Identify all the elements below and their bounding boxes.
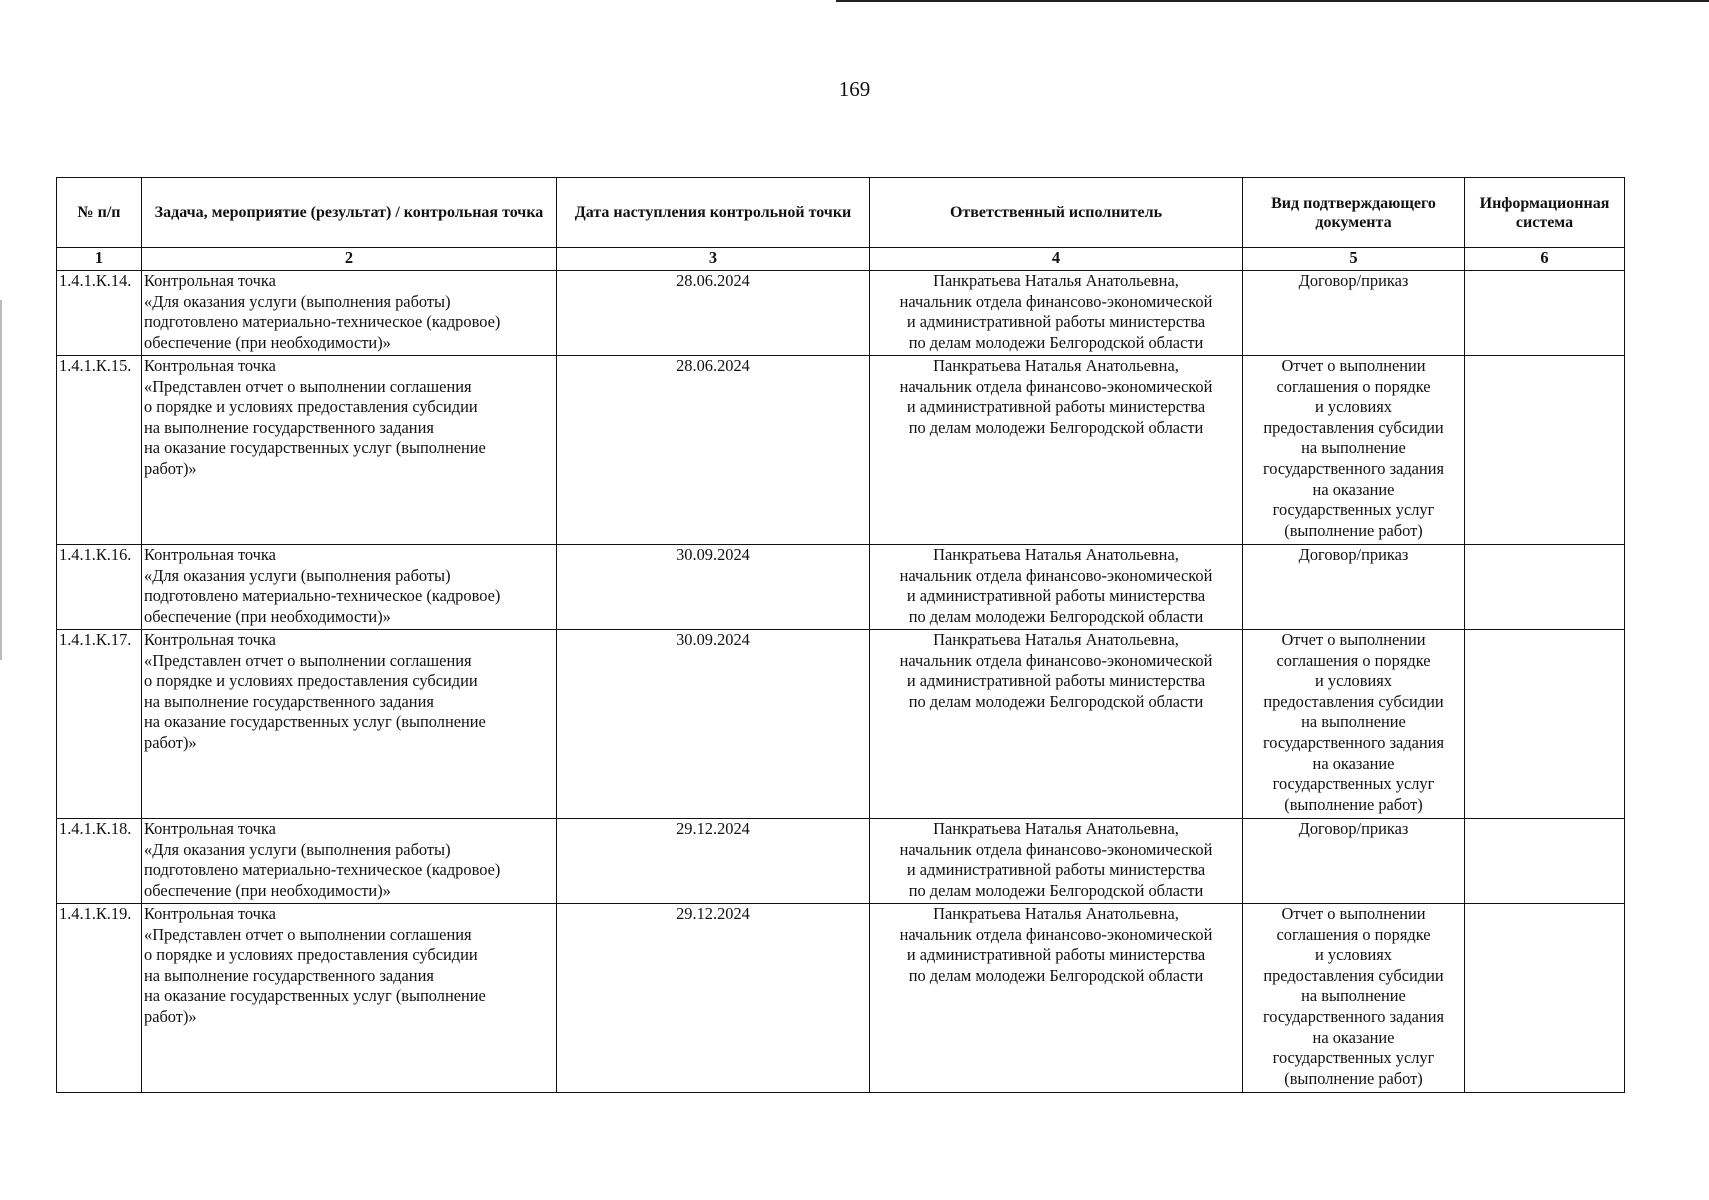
task-line: Контрольная точка: [144, 819, 276, 838]
responsible-cell: [870, 904, 1243, 1093]
column-number: 3: [557, 248, 870, 271]
table-row: [57, 545, 1625, 630]
task-line: обеспечение (при необходимости)»: [144, 880, 391, 900]
document-line: Договор/приказ: [1298, 819, 1409, 838]
row-number: 1.4.1.К.15.: [57, 356, 142, 545]
document-line: на выполнение: [1301, 438, 1406, 458]
system-cell: [1465, 630, 1625, 819]
task-line: подготовлено материально-техническое (кадровое): [144, 586, 501, 606]
task-line: о порядке и условиях предоставления субсидии: [144, 397, 478, 417]
task-line: Контрольная точка: [144, 271, 276, 290]
document-line: и условиях: [1315, 945, 1392, 965]
document-line: предоставления субсидии: [1263, 691, 1444, 711]
responsible-cell: [870, 356, 1243, 545]
task-line: на выполнение государственного задания: [144, 417, 434, 437]
document-cell: [1243, 819, 1465, 904]
column-number: 5: [1243, 248, 1465, 271]
responsible-line: и административной работы министерства: [906, 860, 1206, 880]
document-line: государственного задания: [1262, 732, 1445, 752]
document-line: Договор/приказ: [1298, 271, 1409, 290]
document-line: (выполнение работ): [1284, 1068, 1423, 1088]
task-cell: [142, 630, 557, 819]
task-line: на оказание государственных услуг (выполнение: [144, 986, 486, 1006]
table-row: [57, 356, 1625, 545]
task-line: Контрольная точка: [144, 356, 276, 375]
document-line: на выполнение: [1301, 712, 1406, 732]
task-line: «Представлен отчет о выполнении соглашения: [144, 376, 472, 396]
responsible-cell: [870, 271, 1243, 356]
document-line: государственного задания: [1262, 1006, 1445, 1026]
responsible-line: Панкратьева Наталья Анатольевна,: [933, 904, 1179, 923]
date-cell: 30.09.2024: [557, 545, 870, 630]
row-number: 1.4.1.К.16.: [57, 545, 142, 630]
responsible-line: Панкратьева Наталья Анатольевна,: [933, 356, 1179, 375]
document-line: Отчет о выполнении: [1281, 904, 1426, 923]
column-number: 2: [142, 248, 557, 271]
column-number: 1: [57, 248, 142, 271]
document-line: Договор/приказ: [1298, 545, 1409, 564]
task-line: «Для оказания услуги (выполнения работы): [144, 291, 451, 311]
task-line: «Для оказания услуги (выполнения работы): [144, 839, 451, 859]
task-cell: [142, 356, 557, 545]
document-line: на оказание: [1312, 1027, 1395, 1047]
task-line: обеспечение (при необходимости)»: [144, 332, 391, 352]
header-system: Информационная система: [1465, 178, 1625, 248]
responsible-line: начальник отдела финансово-экономической: [899, 924, 1213, 944]
document-line: (выполнение работ): [1284, 794, 1423, 814]
column-number: 6: [1465, 248, 1625, 271]
task-line: работ)»: [144, 732, 197, 752]
header-responsible: Ответственный исполнитель: [870, 178, 1243, 248]
row-number: 1.4.1.К.18.: [57, 819, 142, 904]
document-line: предоставления субсидии: [1263, 965, 1444, 985]
responsible-line: начальник отдела финансово-экономической: [899, 650, 1213, 670]
responsible-cell: [870, 545, 1243, 630]
table-row: [57, 630, 1625, 819]
system-cell: [1465, 271, 1625, 356]
document-line: соглашения о порядке: [1276, 924, 1431, 944]
responsible-cell: [870, 630, 1243, 819]
document-cell: [1243, 271, 1465, 356]
task-line: о порядке и условиях предоставления субсидии: [144, 945, 478, 965]
responsible-line: по делам молодежи Белгородской области: [908, 880, 1204, 900]
header-number: № п/п: [57, 178, 142, 248]
control-points-table: [56, 177, 1625, 1093]
top-border-line: [836, 0, 1709, 2]
task-cell: [142, 904, 557, 1093]
document-line: соглашения о порядке: [1276, 650, 1431, 670]
document-line: Отчет о выполнении: [1281, 630, 1426, 649]
responsible-line: и административной работы министерства: [906, 586, 1206, 606]
system-cell: [1465, 545, 1625, 630]
document-line: Отчет о выполнении: [1281, 356, 1426, 375]
task-line: работ)»: [144, 458, 197, 478]
task-line: о порядке и условиях предоставления субсидии: [144, 671, 478, 691]
table-row: [57, 904, 1625, 1093]
document-line: соглашения о порядке: [1276, 376, 1431, 396]
date-cell: 29.12.2024: [557, 819, 870, 904]
document-line: (выполнение работ): [1284, 520, 1423, 540]
task-line: Контрольная точка: [144, 545, 276, 564]
responsible-line: начальник отдела финансово-экономической: [899, 376, 1213, 396]
header-task: Задача, мероприятие (результат) / контрольная точка: [142, 178, 557, 248]
document-line: государственных услуг: [1272, 774, 1435, 794]
task-line: «Представлен отчет о выполнении соглашения: [144, 924, 472, 944]
document-cell: [1243, 356, 1465, 545]
responsible-line: по делам молодежи Белгородской области: [908, 606, 1204, 626]
task-cell: [142, 545, 557, 630]
task-line: на выполнение государственного задания: [144, 965, 434, 985]
document-line: государственного задания: [1262, 458, 1445, 478]
date-cell: 28.06.2024: [557, 356, 870, 545]
table-row: [57, 819, 1625, 904]
responsible-cell: [870, 819, 1243, 904]
task-line: на оказание государственных услуг (выполнение: [144, 438, 486, 458]
column-number: 4: [870, 248, 1243, 271]
task-cell: [142, 819, 557, 904]
system-cell: [1465, 356, 1625, 545]
row-number: 1.4.1.К.17.: [57, 630, 142, 819]
document-cell: [1243, 904, 1465, 1093]
task-line: Контрольная точка: [144, 630, 276, 649]
responsible-line: и административной работы министерства: [906, 945, 1206, 965]
task-line: подготовлено материально-техническое (кадровое): [144, 860, 501, 880]
document-line: государственных услуг: [1272, 500, 1435, 520]
date-cell: 29.12.2024: [557, 904, 870, 1093]
responsible-line: начальник отдела финансово-экономической: [899, 839, 1213, 859]
row-number: 1.4.1.К.14.: [57, 271, 142, 356]
table-header-row: [57, 178, 1625, 248]
document-line: предоставления субсидии: [1263, 417, 1444, 437]
task-line: работ)»: [144, 1006, 197, 1026]
scan-edge-mark: [0, 300, 2, 660]
task-line: Контрольная точка: [144, 904, 276, 923]
responsible-line: по делам молодежи Белгородской области: [908, 417, 1204, 437]
responsible-line: по делам молодежи Белгородской области: [908, 332, 1204, 352]
responsible-line: Панкратьева Наталья Анатольевна,: [933, 545, 1179, 564]
task-line: подготовлено материально-техническое (кадровое): [144, 312, 501, 332]
date-cell: 30.09.2024: [557, 630, 870, 819]
document-line: и условиях: [1315, 397, 1392, 417]
row-number: 1.4.1.К.19.: [57, 904, 142, 1093]
document-line: на выполнение: [1301, 986, 1406, 1006]
responsible-line: начальник отдела финансово-экономической: [899, 291, 1213, 311]
responsible-line: Панкратьева Наталья Анатольевна,: [933, 819, 1179, 838]
responsible-line: по делам молодежи Белгородской области: [908, 691, 1204, 711]
date-cell: 28.06.2024: [557, 271, 870, 356]
document-line: государственных услуг: [1272, 1048, 1435, 1068]
task-line: «Для оказания услуги (выполнения работы): [144, 565, 451, 585]
responsible-line: по делам молодежи Белгородской области: [908, 965, 1204, 985]
table-body: [57, 271, 1625, 1093]
document-cell: [1243, 630, 1465, 819]
document-line: и условиях: [1315, 671, 1392, 691]
responsible-line: и административной работы министерства: [906, 312, 1206, 332]
system-cell: [1465, 904, 1625, 1093]
responsible-line: и административной работы министерства: [906, 397, 1206, 417]
task-cell: [142, 271, 557, 356]
responsible-line: начальник отдела финансово-экономической: [899, 565, 1213, 585]
task-line: «Представлен отчет о выполнении соглашения: [144, 650, 472, 670]
system-cell: [1465, 819, 1625, 904]
document-cell: [1243, 545, 1465, 630]
task-line: на оказание государственных услуг (выполнение: [144, 712, 486, 732]
task-line: обеспечение (при необходимости)»: [144, 606, 391, 626]
responsible-line: и административной работы министерства: [906, 671, 1206, 691]
responsible-line: Панкратьева Наталья Анатольевна,: [933, 271, 1179, 290]
column-number-row: [57, 248, 1625, 271]
task-line: на выполнение государственного задания: [144, 691, 434, 711]
header-document: Вид подтверждающего документа: [1243, 178, 1465, 248]
table-row: [57, 271, 1625, 356]
header-date: Дата наступления контрольной точки: [557, 178, 870, 248]
document-line: на оказание: [1312, 753, 1395, 773]
page-number: 169: [838, 77, 871, 101]
document-line: на оказание: [1312, 479, 1395, 499]
responsible-line: Панкратьева Наталья Анатольевна,: [933, 630, 1179, 649]
